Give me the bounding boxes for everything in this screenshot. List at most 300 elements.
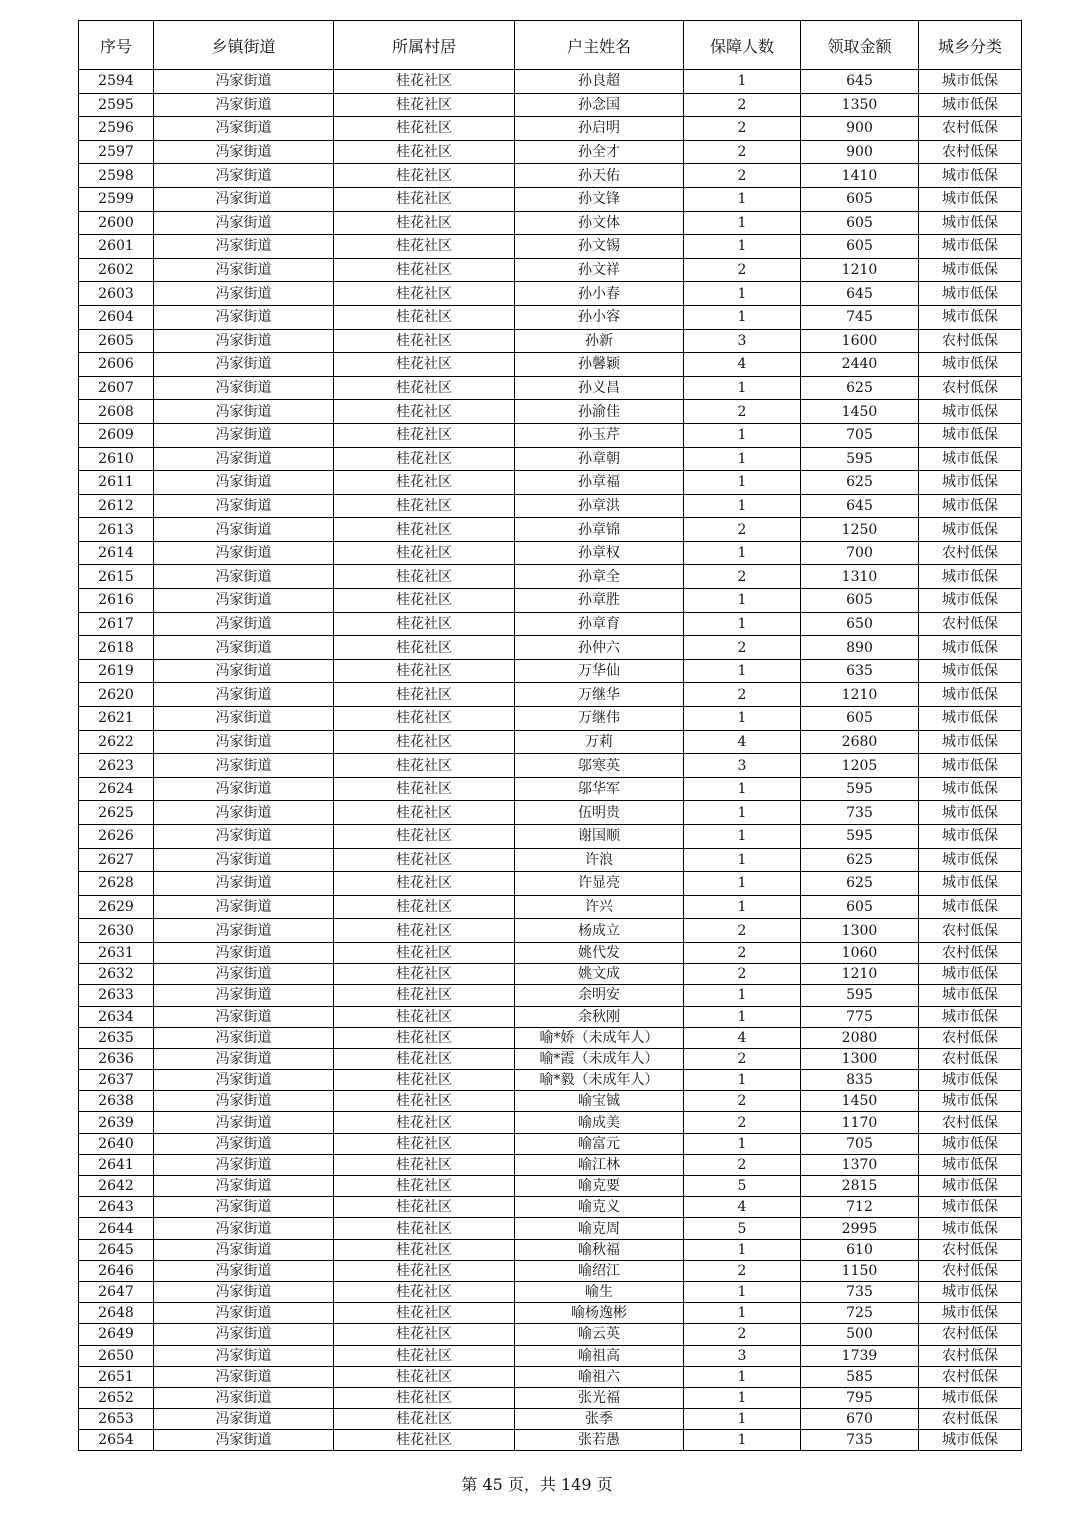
cell-amount: 735	[801, 801, 919, 825]
cell-persons: 1	[684, 494, 801, 518]
cell-category: 农村低保	[919, 1239, 1022, 1260]
cell-township: 冯家街道	[154, 1133, 334, 1154]
cell-township: 冯家街道	[154, 140, 334, 164]
cell-persons: 1	[684, 825, 801, 849]
cell-householder: 孙章胜	[515, 589, 684, 613]
cell-category: 城市低保	[919, 777, 1022, 801]
cell-persons: 2	[684, 258, 801, 282]
cell-householder: 喻克义	[515, 1197, 684, 1218]
cell-village: 桂花社区	[334, 353, 515, 377]
cell-village: 桂花社区	[334, 1070, 515, 1091]
cell-village: 桂花社区	[334, 1281, 515, 1302]
cell-serial: 2617	[79, 612, 154, 636]
table-row	[79, 117, 1022, 141]
cell-township: 冯家街道	[154, 612, 334, 636]
cell-village: 桂花社区	[334, 93, 515, 117]
cell-township: 冯家街道	[154, 494, 334, 518]
table-row	[79, 919, 1022, 943]
table-row	[79, 70, 1022, 94]
cell-amount: 735	[801, 1281, 919, 1302]
cell-village: 桂花社区	[334, 1112, 515, 1133]
cell-serial: 2650	[79, 1345, 154, 1366]
cell-township: 冯家街道	[154, 1154, 334, 1175]
cell-amount: 2680	[801, 730, 919, 754]
cell-village: 桂花社区	[334, 1239, 515, 1260]
cell-village: 桂花社区	[334, 919, 515, 943]
cell-serial: 2652	[79, 1387, 154, 1408]
table-row	[79, 777, 1022, 801]
cell-village: 桂花社区	[334, 872, 515, 896]
cell-householder: 喻成美	[515, 1112, 684, 1133]
cell-householder: 万莉	[515, 730, 684, 754]
cell-serial: 2635	[79, 1027, 154, 1048]
cell-householder: 孙文锡	[515, 235, 684, 259]
cell-category: 城市低保	[919, 423, 1022, 447]
cell-village: 桂花社区	[334, 801, 515, 825]
cell-category: 城市低保	[919, 1154, 1022, 1175]
cell-householder: 喻*毅（未成年人）	[515, 1070, 684, 1091]
cell-serial: 2647	[79, 1281, 154, 1302]
cell-category: 城市低保	[919, 1091, 1022, 1112]
cell-householder: 喻克要	[515, 1176, 684, 1197]
cell-village: 桂花社区	[334, 730, 515, 754]
cell-village: 桂花社区	[334, 494, 515, 518]
cell-township: 冯家街道	[154, 1239, 334, 1260]
cell-township: 冯家街道	[154, 872, 334, 896]
cell-persons: 4	[684, 730, 801, 754]
cell-township: 冯家街道	[154, 258, 334, 282]
cell-serial: 2620	[79, 683, 154, 707]
cell-serial: 2599	[79, 187, 154, 211]
cell-village: 桂花社区	[334, 707, 515, 731]
cell-householder: 孙小容	[515, 305, 684, 329]
cell-householder: 孙全才	[515, 140, 684, 164]
cell-township: 冯家街道	[154, 895, 334, 919]
cell-serial: 2605	[79, 329, 154, 353]
cell-serial: 2601	[79, 235, 154, 259]
cell-township: 冯家街道	[154, 117, 334, 141]
cell-serial: 2621	[79, 707, 154, 731]
cell-village: 桂花社区	[334, 1048, 515, 1069]
cell-village: 桂花社区	[334, 1366, 515, 1387]
cell-category: 农村低保	[919, 1260, 1022, 1281]
cell-amount: 2080	[801, 1027, 919, 1048]
cell-category: 农村低保	[919, 1324, 1022, 1345]
cell-persons: 2	[684, 964, 801, 985]
cell-householder: 邬寒英	[515, 754, 684, 778]
table-body	[79, 70, 1022, 1451]
table-row	[79, 140, 1022, 164]
cell-persons: 2	[684, 1048, 801, 1069]
cell-village: 桂花社区	[334, 683, 515, 707]
cell-village: 桂花社区	[334, 1387, 515, 1408]
cell-township: 冯家街道	[154, 235, 334, 259]
cell-township: 冯家街道	[154, 985, 334, 1006]
cell-village: 桂花社区	[334, 895, 515, 919]
cell-category: 城市低保	[919, 565, 1022, 589]
cell-category: 城市低保	[919, 1430, 1022, 1451]
cell-householder: 孙义昌	[515, 376, 684, 400]
cell-village: 桂花社区	[334, 471, 515, 495]
cell-village: 桂花社区	[334, 187, 515, 211]
cell-householder: 喻*霞（未成年人）	[515, 1048, 684, 1069]
cell-persons: 2	[684, 164, 801, 188]
table-row	[79, 612, 1022, 636]
cell-serial: 2644	[79, 1218, 154, 1239]
cell-amount: 775	[801, 1006, 919, 1027]
cell-category: 农村低保	[919, 1409, 1022, 1430]
cell-persons: 2	[684, 1324, 801, 1345]
cell-serial: 2614	[79, 541, 154, 565]
cell-persons: 1	[684, 1133, 801, 1154]
cell-serial: 2649	[79, 1324, 154, 1345]
cell-householder: 孙小春	[515, 282, 684, 306]
cell-serial: 2639	[79, 1112, 154, 1133]
cell-village: 桂花社区	[334, 1133, 515, 1154]
cell-persons: 1	[684, 1070, 801, 1091]
cell-serial: 2609	[79, 423, 154, 447]
cell-persons: 1	[684, 707, 801, 731]
table-row	[79, 895, 1022, 919]
cell-persons: 1	[684, 211, 801, 235]
table-row	[79, 211, 1022, 235]
cell-category: 城市低保	[919, 707, 1022, 731]
cell-village: 桂花社区	[334, 258, 515, 282]
cell-category: 城市低保	[919, 518, 1022, 542]
cell-householder: 喻绍江	[515, 1260, 684, 1281]
cell-amount: 1210	[801, 683, 919, 707]
header-householder: 户主姓名	[515, 21, 684, 70]
cell-householder: 孙天佑	[515, 164, 684, 188]
cell-householder: 喻杨逸彬	[515, 1303, 684, 1324]
cell-amount: 1370	[801, 1154, 919, 1175]
cell-persons: 2	[684, 93, 801, 117]
cell-householder: 孙章福	[515, 471, 684, 495]
table-row	[79, 305, 1022, 329]
cell-householder: 喻云英	[515, 1324, 684, 1345]
cell-category: 城市低保	[919, 494, 1022, 518]
cell-amount: 1300	[801, 919, 919, 943]
cell-persons: 1	[684, 471, 801, 495]
cell-householder: 孙新	[515, 329, 684, 353]
cell-serial: 2630	[79, 919, 154, 943]
table-row	[79, 376, 1022, 400]
cell-category: 农村低保	[919, 376, 1022, 400]
cell-amount: 705	[801, 423, 919, 447]
cell-serial: 2648	[79, 1303, 154, 1324]
cell-category: 城市低保	[919, 93, 1022, 117]
cell-amount: 610	[801, 1239, 919, 1260]
cell-householder: 孙文体	[515, 211, 684, 235]
cell-township: 冯家街道	[154, 353, 334, 377]
cell-householder: 孙仲六	[515, 636, 684, 660]
cell-persons: 1	[684, 1387, 801, 1408]
cell-category: 城市低保	[919, 683, 1022, 707]
table-row	[79, 1239, 1022, 1260]
cell-householder: 姚文成	[515, 964, 684, 985]
cell-amount: 625	[801, 848, 919, 872]
cell-category: 农村低保	[919, 1112, 1022, 1133]
cell-persons: 2	[684, 1260, 801, 1281]
table-row	[79, 1070, 1022, 1091]
cell-township: 冯家街道	[154, 1366, 334, 1387]
cell-serial: 2629	[79, 895, 154, 919]
cell-category: 城市低保	[919, 70, 1022, 94]
header-serial: 序号	[79, 21, 154, 70]
cell-amount: 605	[801, 235, 919, 259]
cell-amount: 605	[801, 895, 919, 919]
cell-persons: 1	[684, 423, 801, 447]
cell-amount: 1210	[801, 258, 919, 282]
cell-householder: 万继伟	[515, 707, 684, 731]
cell-township: 冯家街道	[154, 93, 334, 117]
cell-category: 城市低保	[919, 659, 1022, 683]
header-category: 城乡分类	[919, 21, 1022, 70]
header-amount: 领取金额	[801, 21, 919, 70]
cell-amount: 1450	[801, 1091, 919, 1112]
cell-village: 桂花社区	[334, 589, 515, 613]
cell-village: 桂花社区	[334, 1303, 515, 1324]
cell-persons: 1	[684, 659, 801, 683]
cell-serial: 2596	[79, 117, 154, 141]
cell-category: 城市低保	[919, 471, 1022, 495]
cell-category: 城市低保	[919, 1281, 1022, 1302]
table-row	[79, 1260, 1022, 1281]
cell-persons: 1	[684, 1430, 801, 1451]
cell-amount: 645	[801, 282, 919, 306]
cell-township: 冯家街道	[154, 683, 334, 707]
cell-householder: 孙章全	[515, 565, 684, 589]
cell-amount: 645	[801, 494, 919, 518]
cell-township: 冯家街道	[154, 1409, 334, 1430]
table-row	[79, 754, 1022, 778]
cell-serial: 2600	[79, 211, 154, 235]
cell-persons: 2	[684, 518, 801, 542]
cell-category: 城市低保	[919, 235, 1022, 259]
cell-persons: 1	[684, 282, 801, 306]
cell-amount: 705	[801, 1133, 919, 1154]
table-row	[79, 1345, 1022, 1366]
cell-village: 桂花社区	[334, 942, 515, 963]
cell-category: 城市低保	[919, 282, 1022, 306]
cell-amount: 1600	[801, 329, 919, 353]
cell-householder: 喻生	[515, 1281, 684, 1302]
cell-amount: 595	[801, 777, 919, 801]
cell-village: 桂花社区	[334, 329, 515, 353]
cell-serial: 2595	[79, 93, 154, 117]
cell-householder: 孙章洪	[515, 494, 684, 518]
cell-category: 城市低保	[919, 589, 1022, 613]
cell-householder: 喻祖六	[515, 1366, 684, 1387]
table-row	[79, 1430, 1022, 1451]
cell-village: 桂花社区	[334, 211, 515, 235]
cell-serial: 2615	[79, 565, 154, 589]
header-row	[79, 21, 1022, 70]
cell-householder: 许兴	[515, 895, 684, 919]
cell-village: 桂花社区	[334, 1091, 515, 1112]
cell-amount: 1739	[801, 1345, 919, 1366]
cell-householder: 孙启明	[515, 117, 684, 141]
cell-amount: 1060	[801, 942, 919, 963]
cell-amount: 2815	[801, 1176, 919, 1197]
cell-serial: 2624	[79, 777, 154, 801]
cell-township: 冯家街道	[154, 919, 334, 943]
cell-village: 桂花社区	[334, 164, 515, 188]
cell-serial: 2643	[79, 1197, 154, 1218]
cell-township: 冯家街道	[154, 305, 334, 329]
table-row	[79, 1048, 1022, 1069]
cell-serial: 2654	[79, 1430, 154, 1451]
cell-township: 冯家街道	[154, 565, 334, 589]
cell-category: 农村低保	[919, 1027, 1022, 1048]
cell-persons: 1	[684, 589, 801, 613]
cell-township: 冯家街道	[154, 164, 334, 188]
cell-serial: 2641	[79, 1154, 154, 1175]
table-row	[79, 282, 1022, 306]
cell-village: 桂花社区	[334, 964, 515, 985]
table-row	[79, 589, 1022, 613]
cell-householder: 余秋刚	[515, 1006, 684, 1027]
cell-category: 城市低保	[919, 164, 1022, 188]
cell-persons: 1	[684, 187, 801, 211]
cell-township: 冯家街道	[154, 964, 334, 985]
cell-persons: 1	[684, 872, 801, 896]
cell-persons: 3	[684, 1345, 801, 1366]
cell-persons: 4	[684, 353, 801, 377]
table-row	[79, 494, 1022, 518]
cell-persons: 1	[684, 70, 801, 94]
cell-persons: 1	[684, 447, 801, 471]
cell-serial: 2628	[79, 872, 154, 896]
cell-persons: 1	[684, 801, 801, 825]
table-row	[79, 683, 1022, 707]
cell-persons: 1	[684, 848, 801, 872]
cell-persons: 1	[684, 985, 801, 1006]
cell-persons: 2	[684, 636, 801, 660]
cell-category: 农村低保	[919, 329, 1022, 353]
cell-persons: 1	[684, 612, 801, 636]
cell-category: 农村低保	[919, 1048, 1022, 1069]
cell-householder: 喻*娇（未成年人）	[515, 1027, 684, 1048]
table-row	[79, 93, 1022, 117]
cell-householder: 孙渝佳	[515, 400, 684, 424]
header-village: 所属村居	[334, 21, 515, 70]
cell-persons: 2	[684, 1091, 801, 1112]
cell-serial: 2645	[79, 1239, 154, 1260]
cell-amount: 595	[801, 985, 919, 1006]
cell-category: 城市低保	[919, 353, 1022, 377]
cell-category: 城市低保	[919, 211, 1022, 235]
header-persons: 保障人数	[684, 21, 801, 70]
cell-category: 农村低保	[919, 942, 1022, 963]
cell-serial: 2618	[79, 636, 154, 660]
cell-township: 冯家街道	[154, 1387, 334, 1408]
cell-serial: 2631	[79, 942, 154, 963]
cell-amount: 725	[801, 1303, 919, 1324]
table-row	[79, 659, 1022, 683]
table-row	[79, 1006, 1022, 1027]
cell-amount: 635	[801, 659, 919, 683]
table-row	[79, 518, 1022, 542]
cell-serial: 2638	[79, 1091, 154, 1112]
cell-persons: 2	[684, 140, 801, 164]
table-row	[79, 1197, 1022, 1218]
table-row	[79, 187, 1022, 211]
cell-category: 城市低保	[919, 825, 1022, 849]
cell-serial: 2598	[79, 164, 154, 188]
cell-serial: 2627	[79, 848, 154, 872]
cell-persons: 2	[684, 683, 801, 707]
cell-persons: 1	[684, 1303, 801, 1324]
cell-village: 桂花社区	[334, 423, 515, 447]
cell-serial: 2604	[79, 305, 154, 329]
cell-village: 桂花社区	[334, 117, 515, 141]
cell-persons: 1	[684, 1281, 801, 1302]
cell-category: 城市低保	[919, 1303, 1022, 1324]
cell-township: 冯家街道	[154, 1070, 334, 1091]
cell-householder: 喻克周	[515, 1218, 684, 1239]
table-row	[79, 353, 1022, 377]
cell-township: 冯家街道	[154, 447, 334, 471]
cell-persons: 1	[684, 777, 801, 801]
table-row	[79, 541, 1022, 565]
table-row	[79, 565, 1022, 589]
table-row	[79, 1154, 1022, 1175]
cell-category: 城市低保	[919, 801, 1022, 825]
cell-township: 冯家街道	[154, 329, 334, 353]
cell-village: 桂花社区	[334, 447, 515, 471]
cell-village: 桂花社区	[334, 518, 515, 542]
cell-amount: 1410	[801, 164, 919, 188]
cell-category: 城市低保	[919, 1176, 1022, 1197]
cell-village: 桂花社区	[334, 282, 515, 306]
cell-village: 桂花社区	[334, 848, 515, 872]
cell-householder: 张若愚	[515, 1430, 684, 1451]
cell-township: 冯家街道	[154, 282, 334, 306]
cell-persons: 1	[684, 1366, 801, 1387]
cell-persons: 2	[684, 1112, 801, 1133]
cell-amount: 1170	[801, 1112, 919, 1133]
cell-householder: 杨成立	[515, 919, 684, 943]
cell-township: 冯家街道	[154, 1006, 334, 1027]
cell-amount: 645	[801, 70, 919, 94]
cell-township: 冯家街道	[154, 589, 334, 613]
cell-village: 桂花社区	[334, 1176, 515, 1197]
cell-amount: 605	[801, 211, 919, 235]
cell-amount: 900	[801, 140, 919, 164]
cell-amount: 605	[801, 589, 919, 613]
cell-category: 城市低保	[919, 848, 1022, 872]
cell-persons: 3	[684, 754, 801, 778]
cell-township: 冯家街道	[154, 70, 334, 94]
cell-amount: 670	[801, 1409, 919, 1430]
cell-category: 城市低保	[919, 258, 1022, 282]
cell-persons: 1	[684, 1239, 801, 1260]
cell-category: 农村低保	[919, 1345, 1022, 1366]
table-row	[79, 1303, 1022, 1324]
cell-village: 桂花社区	[334, 612, 515, 636]
cell-township: 冯家街道	[154, 518, 334, 542]
cell-amount: 625	[801, 376, 919, 400]
cell-amount: 625	[801, 872, 919, 896]
cell-village: 桂花社区	[334, 400, 515, 424]
cell-category: 农村低保	[919, 1366, 1022, 1387]
cell-amount: 1250	[801, 518, 919, 542]
cell-serial: 2594	[79, 70, 154, 94]
cell-village: 桂花社区	[334, 754, 515, 778]
cell-persons: 2	[684, 400, 801, 424]
cell-category: 农村低保	[919, 919, 1022, 943]
